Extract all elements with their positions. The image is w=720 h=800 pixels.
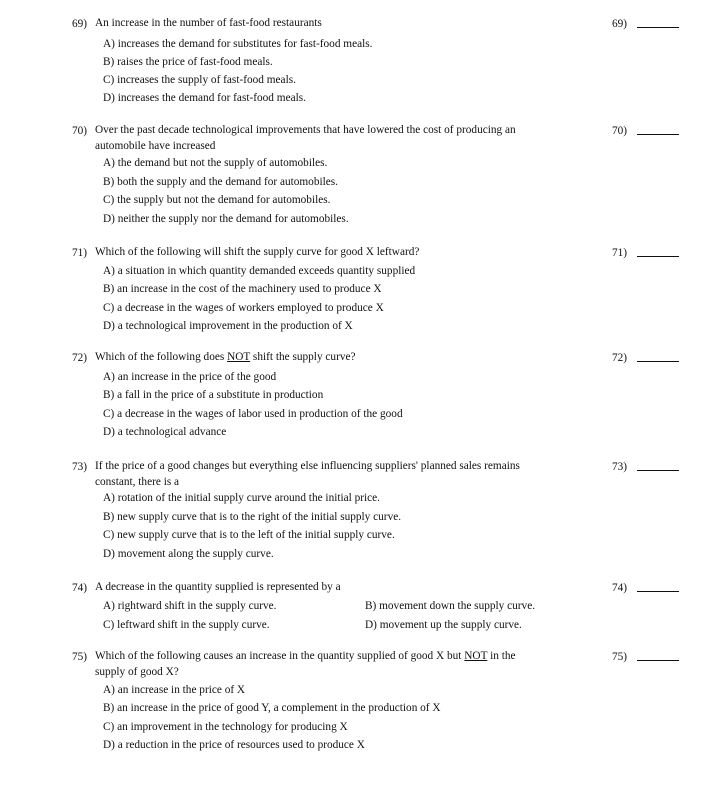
question-stem: Which of the following will shift the supply curve for good X leftward? xyxy=(95,246,420,258)
question-number: 75) xyxy=(72,651,88,663)
answer-label: 70) xyxy=(612,125,628,137)
option-a: A) an increase in the price of X xyxy=(103,684,246,696)
answer-label: 71) xyxy=(612,247,628,259)
option-d: D) movement along the supply curve. xyxy=(103,548,274,560)
option-c: C) a decrease in the wages of labor used in production of the good xyxy=(103,408,403,420)
question-stem xyxy=(95,122,575,154)
answer-blank[interactable] xyxy=(637,660,679,661)
answer-label: 73) xyxy=(612,461,628,473)
question-number: 71) xyxy=(72,247,88,259)
option-a: A) rotation of the initial supply curve around the initial price. xyxy=(103,492,381,504)
stem-line-1 xyxy=(95,648,575,664)
option-a: A) increases the demand for substitutes for fast-food meals. xyxy=(103,38,373,50)
answer-label: 72) xyxy=(612,352,628,364)
option-c: C) the supply but not the demand for automobiles. xyxy=(103,194,331,206)
question-number: 70) xyxy=(72,125,88,137)
question-number: 72) xyxy=(72,352,88,364)
stem-text: Which of the following does xyxy=(95,351,228,363)
option-b: B) both the supply and the demand for automobiles. xyxy=(103,176,338,188)
option-b: B) raises the price of fast-food meals. xyxy=(103,56,273,68)
answer-label: 69) xyxy=(612,18,628,30)
question-stem xyxy=(95,458,575,490)
answer-label: 74) xyxy=(612,582,628,594)
option-d: D) neither the supply nor the demand for automobiles. xyxy=(103,213,349,225)
option-d: D) a technological improvement in the production of X xyxy=(103,320,353,332)
option-a: A) the demand but not the supply of automobiles. xyxy=(103,157,328,169)
question-number: 73) xyxy=(72,461,88,473)
option-b: B) an increase in the cost of the machinery used to produce X xyxy=(103,283,382,295)
stem-text-end: shift the supply curve? xyxy=(250,351,356,363)
option-c: C) increases the supply of fast-food meals. xyxy=(103,74,296,86)
option-d: D) a reduction in the price of resources used to produce X xyxy=(103,739,365,751)
stem-text-end: in the xyxy=(487,650,516,662)
stem-text: Which of the following causes an increase in the quantity supplied of good X but xyxy=(95,650,465,662)
stem-line-1: Over the past decade technological improvements that have lowered the cost of producing an xyxy=(95,124,516,136)
stem-emphasis: NOT xyxy=(227,351,251,363)
option-c: C) new supply curve that is to the left of the initial supply curve. xyxy=(103,529,395,541)
option-b: B) movement down the supply curve. xyxy=(365,600,536,612)
question-stem xyxy=(95,349,575,365)
option-a: A) a situation in which quantity demanded exceeds quantity supplied xyxy=(103,265,416,277)
option-c: C) leftward shift in the supply curve. xyxy=(103,619,270,631)
question-stem xyxy=(95,648,575,680)
question-number: 74) xyxy=(72,582,88,594)
question-number: 69) xyxy=(72,18,88,30)
option-d: D) increases the demand for fast-food meals. xyxy=(103,92,306,104)
question-stem: A decrease in the quantity supplied is represented by a xyxy=(95,581,341,593)
answer-blank[interactable] xyxy=(637,470,679,471)
answer-blank[interactable] xyxy=(637,134,679,135)
option-c: C) a decrease in the wages of workers employed to produce X xyxy=(103,302,384,314)
answer-blank[interactable] xyxy=(637,256,679,257)
option-a: A) an increase in the price of the good xyxy=(103,371,277,383)
stem-line-2: constant, there is a xyxy=(95,476,180,488)
option-d: D) movement up the supply curve. xyxy=(365,619,522,631)
option-b: B) new supply curve that is to the right of the initial supply curve. xyxy=(103,511,402,523)
answer-blank[interactable] xyxy=(637,591,679,592)
option-b: B) an increase in the price of good Y, a complement in the production of X xyxy=(103,702,441,714)
answer-label: 75) xyxy=(612,651,628,663)
option-c: C) an improvement in the technology for producing X xyxy=(103,721,348,733)
option-b: B) a fall in the price of a substitute in production xyxy=(103,389,324,401)
answer-blank[interactable] xyxy=(637,27,679,28)
option-d: D) a technological advance xyxy=(103,426,227,438)
stem-emphasis: NOT xyxy=(464,650,488,662)
option-a: A) rightward shift in the supply curve. xyxy=(103,600,277,612)
stem-line-2: supply of good X? xyxy=(95,666,179,678)
question-stem: An increase in the number of fast-food restaurants xyxy=(95,17,322,29)
stem-line-2: automobile have increased xyxy=(95,140,216,152)
answer-blank[interactable] xyxy=(637,361,679,362)
stem-line-1: If the price of a good changes but everything else influencing suppliers' planned sales remains xyxy=(95,460,520,472)
